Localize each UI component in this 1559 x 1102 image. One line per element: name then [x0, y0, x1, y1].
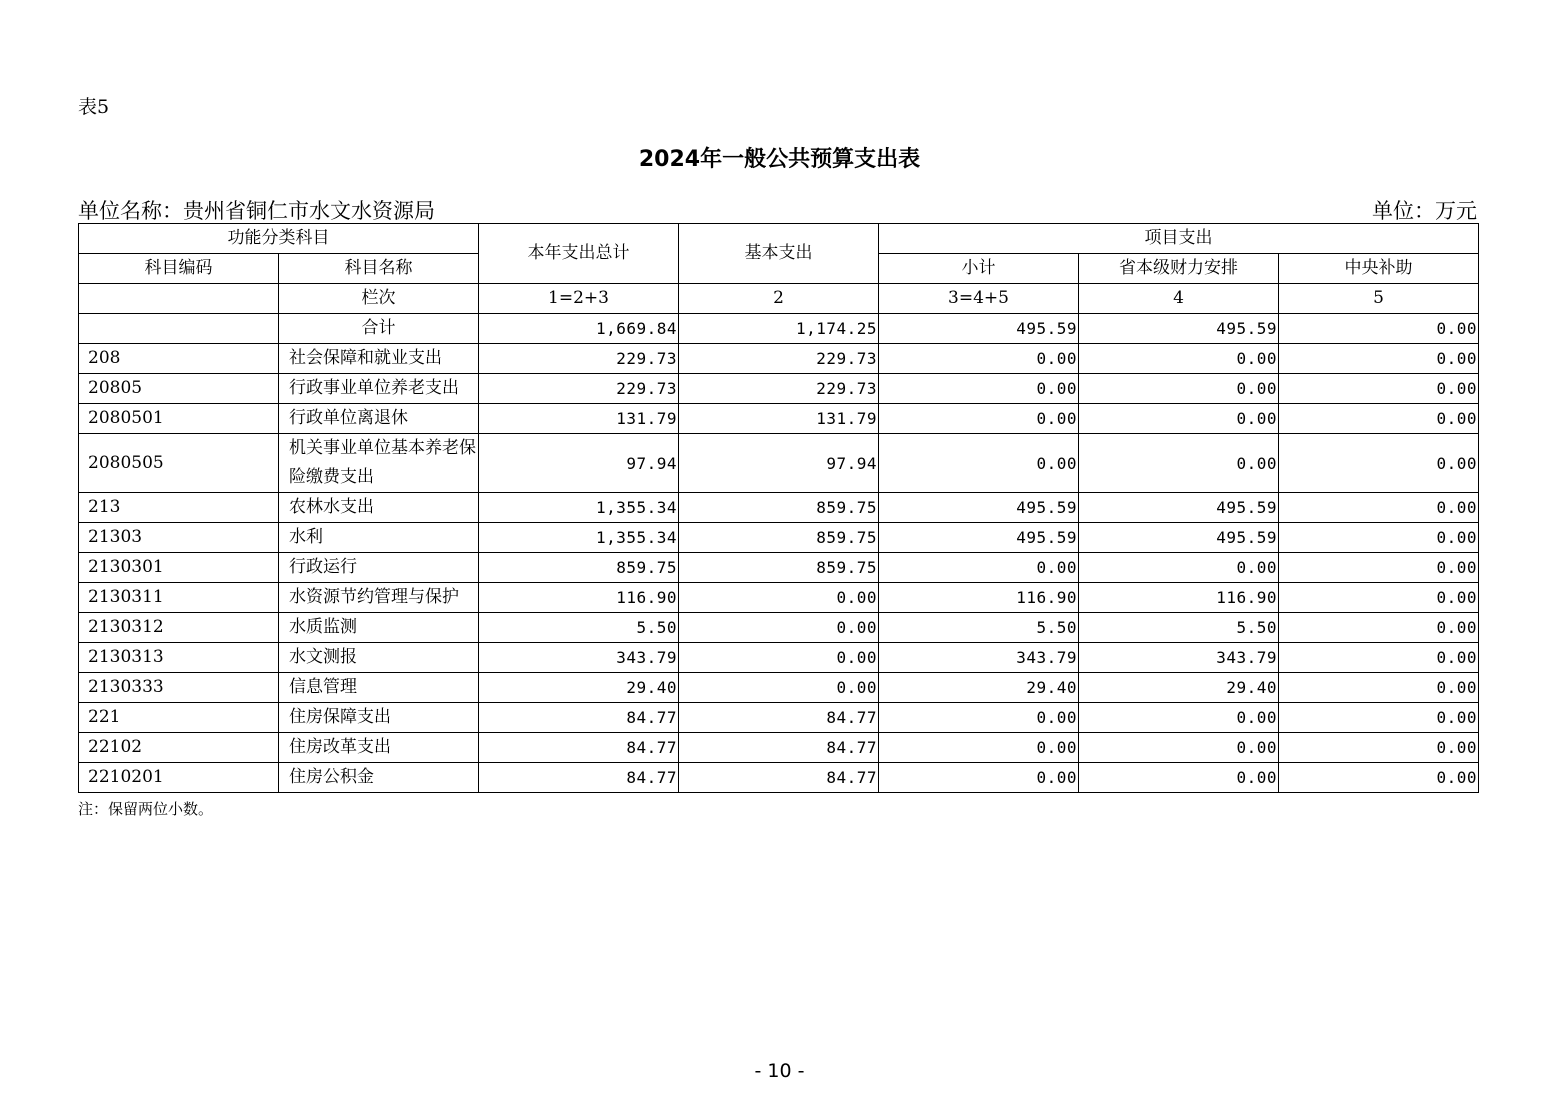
- cell-basic: 229.73: [679, 344, 879, 374]
- cell-code: 2210201: [79, 763, 279, 793]
- cell-name: 农林水支出: [279, 493, 479, 523]
- cell-subtotal: 29.40: [879, 673, 1079, 703]
- cell-provincial: 5.50: [1079, 613, 1279, 643]
- data-rows: [79, 344, 1479, 793]
- cell-name: 行政单位离退休: [279, 404, 479, 434]
- cell-code: 2130333: [79, 673, 279, 703]
- total-basic: 1,174.25: [679, 314, 879, 344]
- cell-central: 0.00: [1279, 763, 1479, 793]
- cell-central: 0.00: [1279, 344, 1479, 374]
- cell-basic: 859.75: [679, 523, 879, 553]
- cell-provincial: 116.90: [1079, 583, 1279, 613]
- cell-total: 97.94: [479, 434, 679, 493]
- header-subtotal: 小计: [879, 254, 1079, 284]
- cell-central: 0.00: [1279, 553, 1479, 583]
- cell-name: 机关事业单位基本养老保险缴费支出: [279, 434, 479, 493]
- cell-code: 2080501: [79, 404, 279, 434]
- column-order-2: 2: [679, 284, 879, 314]
- header-project-expenditure: 项目支出: [879, 224, 1479, 254]
- cell-central: 0.00: [1279, 613, 1479, 643]
- table-row: [79, 673, 1479, 703]
- cell-basic: 0.00: [679, 673, 879, 703]
- budget-table: [78, 223, 1479, 793]
- column-order-4: 4: [1079, 284, 1279, 314]
- table-row: [79, 523, 1479, 553]
- table-row: [79, 404, 1479, 434]
- footnote: 注：保留两位小数。: [78, 800, 214, 818]
- cell-provincial: 0.00: [1079, 553, 1279, 583]
- total-row-blank: [79, 314, 279, 344]
- header-provincial-arrangement: 省本级财力安排: [1079, 254, 1279, 284]
- cell-name: 住房公积金: [279, 763, 479, 793]
- cell-name: 水质监测: [279, 613, 479, 643]
- cell-central: 0.00: [1279, 523, 1479, 553]
- cell-code: 2080505: [79, 434, 279, 493]
- cell-basic: 859.75: [679, 493, 879, 523]
- table-row: [79, 643, 1479, 673]
- total-row: [79, 314, 1479, 344]
- column-order-1: 1=2+3: [479, 284, 679, 314]
- cell-subtotal: 495.59: [879, 493, 1079, 523]
- cell-provincial: 0.00: [1079, 763, 1279, 793]
- cell-total: 343.79: [479, 643, 679, 673]
- cell-code: 2130301: [79, 553, 279, 583]
- cell-code: 21303: [79, 523, 279, 553]
- cell-total: 229.73: [479, 374, 679, 404]
- cell-subtotal: 5.50: [879, 613, 1079, 643]
- column-order-blank: [79, 284, 279, 314]
- cell-code: 22102: [79, 733, 279, 763]
- cell-provincial: 0.00: [1079, 374, 1279, 404]
- cell-name: 行政运行: [279, 553, 479, 583]
- table-row: [79, 613, 1479, 643]
- column-order-3: 3=4+5: [879, 284, 1079, 314]
- unit-label: 单位：万元: [1372, 199, 1477, 223]
- cell-provincial: 0.00: [1079, 703, 1279, 733]
- page-title: 2024年一般公共预算支出表: [638, 147, 921, 172]
- cell-basic: 97.94: [679, 434, 879, 493]
- cell-central: 0.00: [1279, 643, 1479, 673]
- cell-subtotal: 0.00: [879, 404, 1079, 434]
- cell-subtotal: 0.00: [879, 434, 1079, 493]
- total-central: 0.00: [1279, 314, 1479, 344]
- cell-provincial: 0.00: [1079, 344, 1279, 374]
- cell-central: 0.00: [1279, 703, 1479, 733]
- cell-total: 1,355.34: [479, 493, 679, 523]
- header-subject-name: 科目名称: [279, 254, 479, 284]
- table-row: [79, 434, 1479, 493]
- table-row: [79, 493, 1479, 523]
- cell-subtotal: 0.00: [879, 733, 1079, 763]
- header-row-1: [79, 224, 1479, 254]
- cell-basic: 0.00: [679, 583, 879, 613]
- header-total-expenditure: 本年支出总计: [479, 224, 679, 284]
- table-row: [79, 733, 1479, 763]
- header-functional-category: 功能分类科目: [79, 224, 479, 254]
- cell-name: 行政事业单位养老支出: [279, 374, 479, 404]
- cell-central: 0.00: [1279, 404, 1479, 434]
- table-row: [79, 344, 1479, 374]
- table-row: [79, 763, 1479, 793]
- cell-total: 5.50: [479, 613, 679, 643]
- cell-subtotal: 0.00: [879, 374, 1079, 404]
- cell-name: 水文测报: [279, 643, 479, 673]
- cell-total: 29.40: [479, 673, 679, 703]
- cell-subtotal: 0.00: [879, 703, 1079, 733]
- cell-basic: 131.79: [679, 404, 879, 434]
- cell-subtotal: 116.90: [879, 583, 1079, 613]
- cell-subtotal: 0.00: [879, 344, 1079, 374]
- cell-central: 0.00: [1279, 673, 1479, 703]
- cell-basic: 84.77: [679, 733, 879, 763]
- cell-basic: 0.00: [679, 613, 879, 643]
- cell-provincial: 0.00: [1079, 434, 1279, 493]
- cell-name: 水资源节约管理与保护: [279, 583, 479, 613]
- cell-subtotal: 495.59: [879, 523, 1079, 553]
- cell-total: 1,355.34: [479, 523, 679, 553]
- cell-central: 0.00: [1279, 434, 1479, 493]
- cell-provincial: 343.79: [1079, 643, 1279, 673]
- cell-provincial: 495.59: [1079, 523, 1279, 553]
- table-row: [79, 583, 1479, 613]
- cell-code: 2130312: [79, 613, 279, 643]
- total-subtotal: 495.59: [879, 314, 1079, 344]
- unit-name: 单位名称：贵州省铜仁市水文水资源局: [78, 199, 435, 223]
- table-label: 表5: [78, 96, 110, 118]
- cell-total: 131.79: [479, 404, 679, 434]
- cell-code: 2130311: [79, 583, 279, 613]
- cell-name: 住房改革支出: [279, 733, 479, 763]
- cell-name: 社会保障和就业支出: [279, 344, 479, 374]
- total-provincial: 495.59: [1079, 314, 1279, 344]
- cell-code: 2130313: [79, 643, 279, 673]
- cell-total: 84.77: [479, 733, 679, 763]
- cell-central: 0.00: [1279, 583, 1479, 613]
- total-total: 1,669.84: [479, 314, 679, 344]
- cell-basic: 84.77: [679, 763, 879, 793]
- cell-code: 221: [79, 703, 279, 733]
- cell-total: 116.90: [479, 583, 679, 613]
- page-number: - 10 -: [754, 1060, 805, 1082]
- cell-basic: 859.75: [679, 553, 879, 583]
- cell-subtotal: 0.00: [879, 763, 1079, 793]
- cell-name: 水利: [279, 523, 479, 553]
- cell-central: 0.00: [1279, 733, 1479, 763]
- cell-code: 208: [79, 344, 279, 374]
- cell-code: 20805: [79, 374, 279, 404]
- cell-provincial: 0.00: [1079, 404, 1279, 434]
- total-label: 合计: [279, 314, 479, 344]
- cell-name: 信息管理: [279, 673, 479, 703]
- cell-total: 229.73: [479, 344, 679, 374]
- cell-total: 84.77: [479, 763, 679, 793]
- cell-provincial: 495.59: [1079, 493, 1279, 523]
- header-basic-expenditure: 基本支出: [679, 224, 879, 284]
- cell-central: 0.00: [1279, 374, 1479, 404]
- cell-total: 859.75: [479, 553, 679, 583]
- cell-code: 213: [79, 493, 279, 523]
- cell-basic: 0.00: [679, 643, 879, 673]
- table-row: [79, 374, 1479, 404]
- cell-subtotal: 0.00: [879, 553, 1079, 583]
- cell-basic: 229.73: [679, 374, 879, 404]
- cell-name: 住房保障支出: [279, 703, 479, 733]
- table-row: [79, 553, 1479, 583]
- cell-subtotal: 343.79: [879, 643, 1079, 673]
- header-subject-code: 科目编码: [79, 254, 279, 284]
- header-central-subsidy: 中央补助: [1279, 254, 1479, 284]
- cell-basic: 84.77: [679, 703, 879, 733]
- cell-provincial: 29.40: [1079, 673, 1279, 703]
- cell-total: 84.77: [479, 703, 679, 733]
- cell-provincial: 0.00: [1079, 733, 1279, 763]
- cell-central: 0.00: [1279, 493, 1479, 523]
- column-order-label: 栏次: [279, 284, 479, 314]
- column-order-row: [79, 284, 1479, 314]
- column-order-5: 5: [1279, 284, 1479, 314]
- table-row: [79, 703, 1479, 733]
